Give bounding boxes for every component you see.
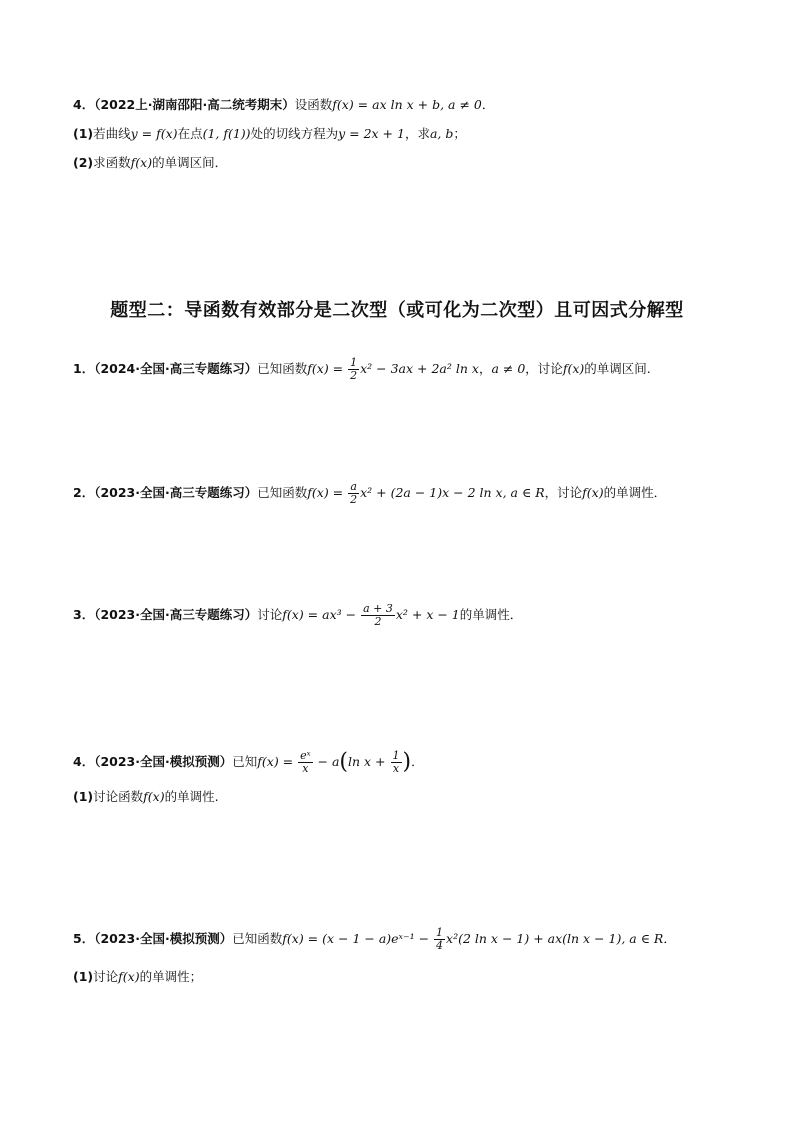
denominator: x xyxy=(302,762,309,775)
numerator: a xyxy=(348,481,359,494)
problem-4b-part-1 xyxy=(73,788,219,806)
function-expr: f(x) xyxy=(582,485,604,500)
part-label: (1) xyxy=(73,969,94,984)
stem-text: ． xyxy=(411,754,424,769)
part-text: 的单调性. xyxy=(164,789,219,804)
fraction xyxy=(298,750,312,775)
problem-4b xyxy=(73,750,424,775)
denominator: 2 xyxy=(350,369,358,382)
function-lhs: f(x) = ax³ − xyxy=(282,607,361,622)
stem-text: ， xyxy=(478,361,492,376)
denominator: 4 xyxy=(436,939,444,952)
problem-source: （2023·全国·模拟预测） xyxy=(94,754,233,769)
function-rhs: x² + x − 1 xyxy=(395,607,460,622)
function-term: ln x + xyxy=(348,754,390,769)
left-paren: ( xyxy=(339,749,349,775)
part-text: 求函数 xyxy=(93,155,131,170)
function-lhs: f(x) = xyxy=(307,485,348,500)
numerator: 1 xyxy=(436,926,444,939)
problem-3 xyxy=(73,603,522,628)
function-rhs: x²(2 ln x − 1) + ax(ln x − 1), a ∈ R xyxy=(446,931,664,946)
function-rhs: x² + (2a − 1)x − 2 ln x, a ∈ R xyxy=(360,485,545,500)
fraction xyxy=(391,750,402,775)
part-text: ； xyxy=(453,126,466,141)
function-term: − a xyxy=(313,754,340,769)
stem-text: 已知函数 xyxy=(257,361,308,376)
stem-text: 讨论 xyxy=(257,607,283,622)
problem-2 xyxy=(73,481,666,506)
fraction xyxy=(348,481,359,506)
problem-number: 3． xyxy=(73,607,95,622)
denominator: 2 xyxy=(350,493,358,506)
numerator: eˣ xyxy=(300,749,311,762)
function-definition: f(x) = ax ln x + b, a ≠ 0 xyxy=(332,97,482,112)
problem-4-stem xyxy=(73,96,494,114)
part-label: (1) xyxy=(73,126,94,141)
part-text: 的单调区间． xyxy=(152,155,228,170)
stem-text: ，讨论 xyxy=(525,361,563,376)
problem-number: 5． xyxy=(73,931,95,946)
stem-text: 已知函数 xyxy=(232,931,283,946)
part-text: 讨论 xyxy=(93,969,119,984)
problem-1 xyxy=(73,357,651,382)
function-rhs: x² − 3ax + 2a² ln x xyxy=(360,361,479,376)
problem-number: 2． xyxy=(73,485,95,500)
problem-source: （2023·全国·高三专题练习） xyxy=(94,607,258,622)
condition-expr: a ≠ 0 xyxy=(491,361,526,376)
part-text: ，求 xyxy=(404,126,430,141)
stem-text: 的单调性． xyxy=(459,607,523,622)
function-expr: f(x) xyxy=(562,361,585,376)
section-heading: 题型二：导函数有效部分是二次型（或可化为二次型）且可因式分解型 xyxy=(110,300,684,321)
function-lhs: f(x) = xyxy=(307,361,348,376)
part-label: (1) xyxy=(73,789,94,804)
unknowns-expr: a, b xyxy=(429,126,454,141)
problem-5 xyxy=(73,927,676,952)
stem-text: ． xyxy=(663,931,676,946)
denominator: x xyxy=(392,762,400,775)
part-text: 若曲线 xyxy=(93,126,131,141)
problem-5-part-1 xyxy=(73,968,202,986)
part-text: 在点 xyxy=(177,126,203,141)
function-expr: f(x) xyxy=(143,789,165,804)
denominator: 2 xyxy=(374,615,382,628)
problem-number: 1． xyxy=(73,361,95,376)
fraction xyxy=(348,357,359,382)
fraction xyxy=(434,927,445,952)
problem-4-part-2 xyxy=(73,154,227,172)
problem-source: （2022上·湖南邵阳·高二统考期末） xyxy=(94,97,295,112)
stem-text: 的单调性． xyxy=(603,485,667,500)
part-text: 的单调性； xyxy=(139,969,203,984)
problem-source: （2023·全国·模拟预测） xyxy=(94,931,233,946)
problem-number: 4． xyxy=(73,754,95,769)
problem-4-part-1 xyxy=(73,125,466,143)
function-expr: f(x) xyxy=(130,155,153,170)
stem-text: 的单调区间. xyxy=(584,361,651,376)
numerator: 1 xyxy=(350,356,358,369)
function-lhs: f(x) = (x − 1 − a)eˣ⁻¹ − xyxy=(282,931,434,946)
stem-end: ． xyxy=(481,97,495,112)
function-expr: f(x) xyxy=(118,969,140,984)
stem-text: ，讨论 xyxy=(544,485,583,500)
problem-number: 4． xyxy=(73,97,95,112)
curve-expr: y = f(x) xyxy=(130,126,178,141)
stem-text: 已知 xyxy=(232,754,258,769)
stem-text: 设函数 xyxy=(294,97,333,112)
problem-source: （2024·全国·高三专题练习） xyxy=(94,361,258,376)
tangent-expr: y = 2x + 1 xyxy=(338,126,405,141)
problem-source: （2023·全国·高三专题练习） xyxy=(94,485,258,500)
stem-text: 已知函数 xyxy=(257,485,308,500)
right-paren: ) xyxy=(402,749,412,775)
numerator: 1 xyxy=(392,749,400,762)
function-lhs: f(x) = xyxy=(257,754,298,769)
fraction xyxy=(361,603,395,628)
part-text: 讨论函数 xyxy=(93,789,144,804)
numerator: a + 3 xyxy=(363,602,393,615)
part-label: (2) xyxy=(73,155,94,170)
part-text: 处的切线方程为 xyxy=(250,126,339,141)
point-expr: (1, f(1)) xyxy=(202,126,251,141)
